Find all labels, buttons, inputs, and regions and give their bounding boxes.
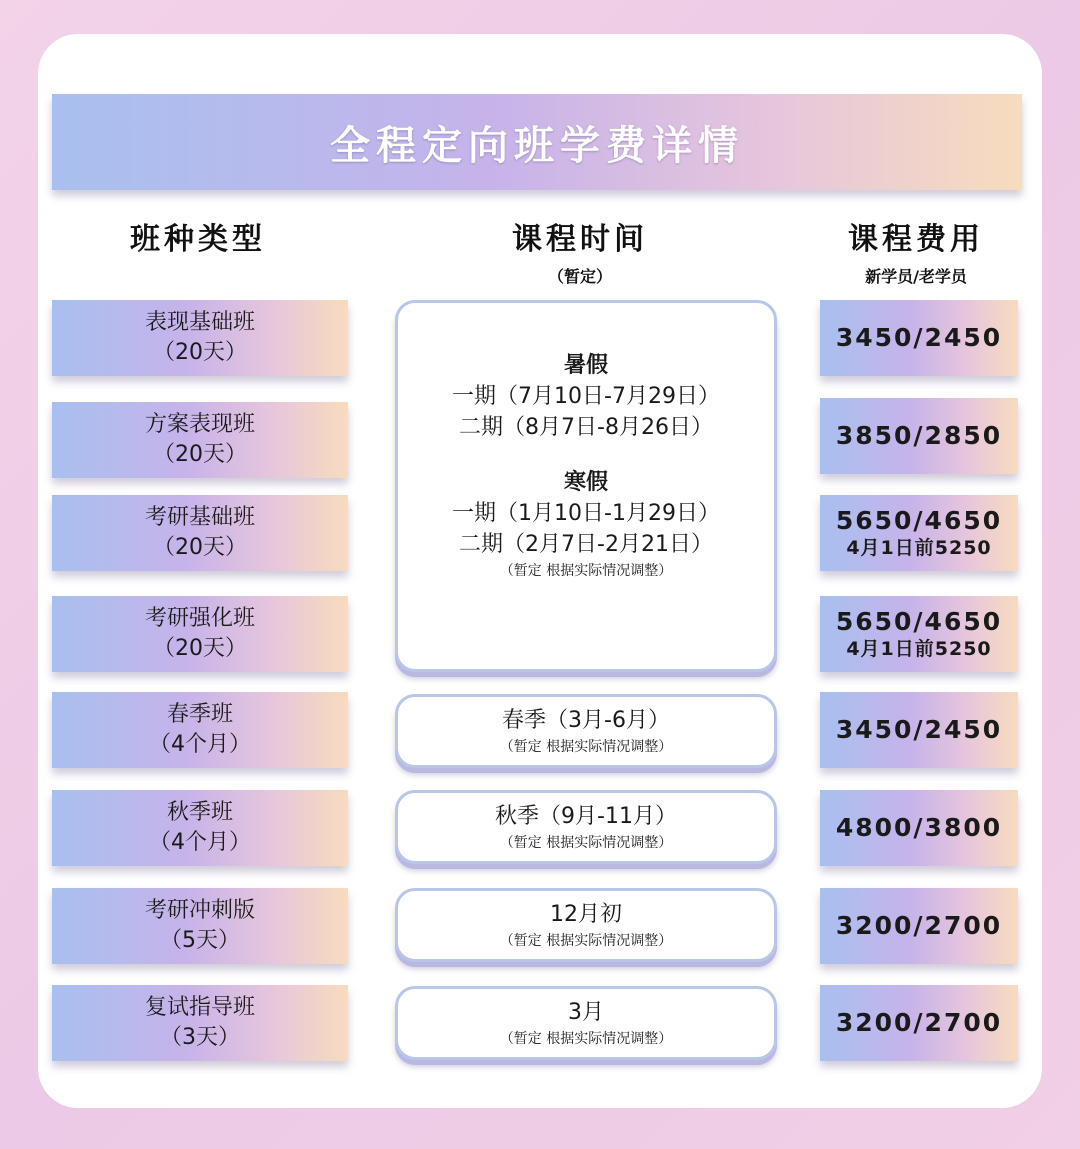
winter-session-2: 二期（2月7日-2月21日） [459, 532, 713, 557]
sprint-time: 12月初 [550, 901, 622, 927]
spring-time: 春季（3月-6月） [502, 707, 670, 733]
course-duration: （20天） [153, 636, 247, 661]
header-type-label: 班种类型 [130, 222, 266, 257]
schedule-note: （暂定 根据实际情况调整） [499, 834, 673, 851]
course-fee-card [820, 692, 1018, 768]
course-duration: （20天） [153, 535, 247, 560]
course-name: 表现基础班 [144, 310, 255, 335]
course-duration: （4个月） [149, 830, 251, 855]
header-fee-sublabel: 新学员/老学员 [865, 267, 967, 286]
early-bird-fee: 4月1日前5250 [846, 537, 992, 559]
course-fee: 3850/2850 [835, 421, 1003, 450]
schedule-note: （暂定 根据实际情况调整） [499, 932, 673, 949]
title-banner [52, 94, 1022, 190]
autumn-time: 秋季（9月-11月） [495, 803, 677, 829]
summer-session-1: 一期（7月10日-7月29日） [452, 384, 720, 409]
course-name: 秋季班 [166, 800, 233, 825]
retest-time: 3月 [568, 999, 604, 1025]
course-duration: （3天） [160, 1025, 240, 1050]
spring-schedule-box [395, 694, 777, 768]
retest-schedule-box [395, 986, 777, 1060]
course-duration: （20天） [153, 442, 247, 467]
course-fee: 3450/2450 [835, 715, 1003, 744]
course-name: 考研强化班 [144, 606, 255, 631]
course-fee: 3200/2700 [835, 911, 1003, 940]
schedule-note: （暂定 根据实际情况调整） [499, 1030, 673, 1047]
winter-label: 寒假 [563, 470, 608, 495]
course-type-card [52, 692, 348, 768]
autumn-schedule-box [395, 790, 777, 864]
page-title: 全程定向班学费详情 [330, 122, 744, 169]
course-fee: 3200/2700 [835, 1008, 1003, 1037]
header-time-label: 课程时间 [512, 222, 648, 257]
course-fee-card [820, 985, 1018, 1061]
early-bird-fee: 4月1日前5250 [846, 638, 992, 660]
course-fee-card [820, 596, 1018, 672]
course-type-card [52, 888, 348, 964]
course-fee: 3450/2450 [835, 323, 1003, 352]
course-fee-card [820, 300, 1018, 376]
course-type-card [52, 790, 348, 866]
course-name: 方案表现班 [144, 412, 255, 437]
summer-session-2: 二期（8月7日-8月26日） [459, 415, 713, 440]
course-duration: （4个月） [149, 732, 251, 757]
header-fee-label: 课程费用 [848, 222, 984, 257]
column-header-type [98, 214, 298, 258]
course-duration: （5天） [160, 928, 240, 953]
winter-session-1: 一期（1月10日-1月29日） [452, 501, 720, 526]
course-name: 复试指导班 [144, 995, 255, 1020]
course-fee-card [820, 888, 1018, 964]
course-fee-card [820, 495, 1018, 571]
course-type-card [52, 402, 348, 478]
course-fee-card [820, 398, 1018, 474]
course-fee-card [820, 790, 1018, 866]
course-type-card [52, 495, 348, 571]
course-type-card [52, 985, 348, 1061]
header-time-sublabel: （暂定） [547, 267, 612, 286]
course-duration: （20天） [153, 340, 247, 365]
course-fee: 4800/3800 [835, 813, 1003, 842]
column-header-time [470, 214, 690, 287]
schedule-note: （暂定 根据实际情况调整） [499, 738, 673, 755]
course-name: 考研冲刺版 [144, 898, 255, 923]
course-type-card [52, 596, 348, 672]
holiday-schedule-box [395, 300, 777, 672]
course-name: 春季班 [166, 702, 233, 727]
summer-label: 暑假 [563, 353, 608, 378]
course-type-card [52, 300, 348, 376]
column-header-fee [816, 214, 1016, 287]
course-name: 考研基础班 [144, 505, 255, 530]
course-fee: 5650/4650 [835, 607, 1003, 636]
course-fee: 5650/4650 [835, 506, 1003, 535]
sprint-schedule-box [395, 888, 777, 962]
schedule-note: （暂定 根据实际情况调整） [499, 563, 673, 579]
